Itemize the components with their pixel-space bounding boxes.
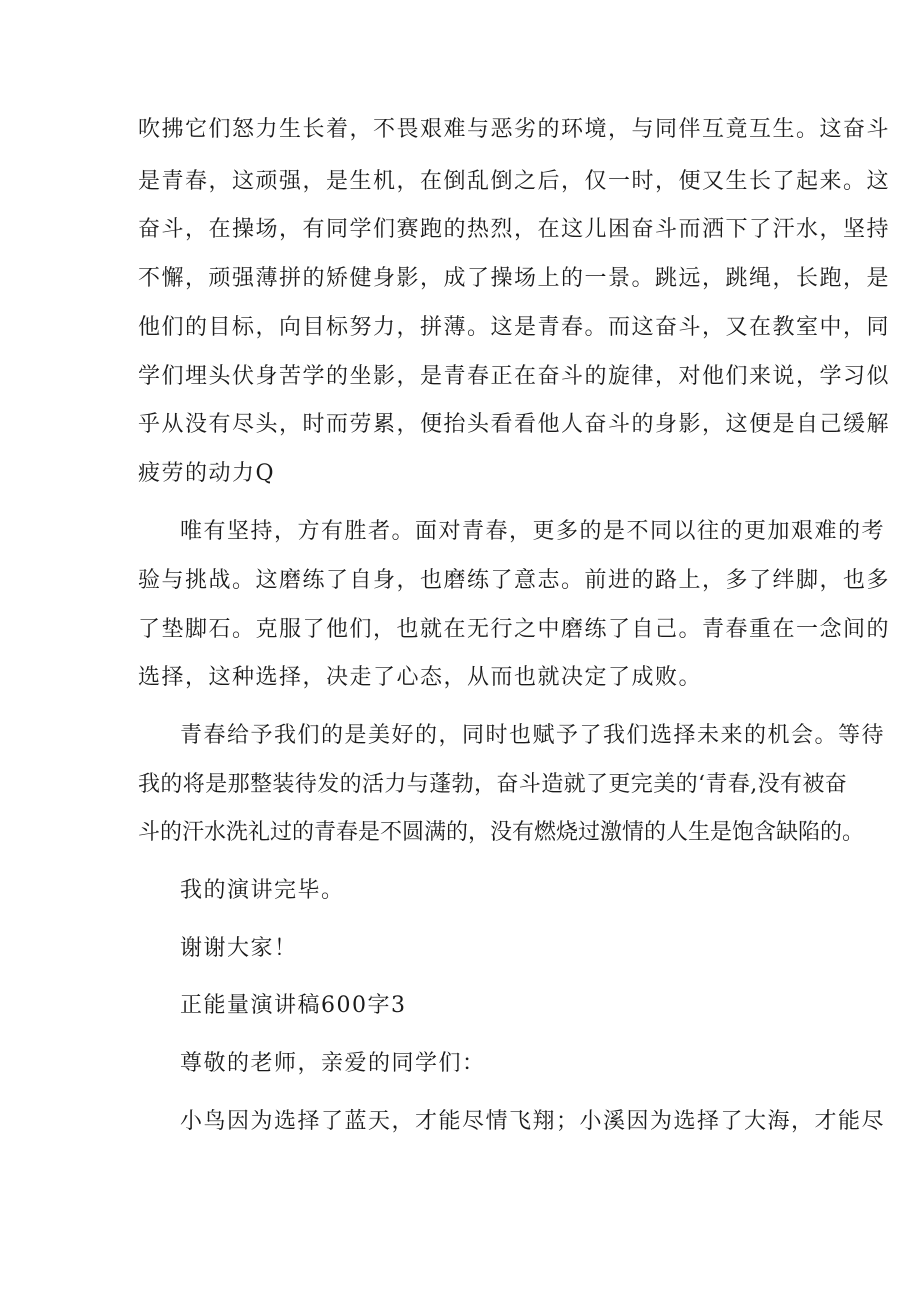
closing-line: 我的演讲完毕。 [180,878,345,903]
text-line: 奋斗，在操场，有同学们赛跑的热烈，在这儿困奋斗而洒下了汗水，坚持 [138,217,891,242]
text-line: 乎从没有尽头，时而劳累，便抬头看看他人奋斗的身影，这便是自己缓解 [138,412,891,437]
salutation-line: 尊敬的老师，亲爱的同学们： [180,1051,486,1076]
text-line: 验与挑战。这磨练了自身，也磨练了意志。前进的路上，多了绊脚，也多 [138,568,891,593]
text-line: 唯有坚持，方有胜者。面对青春，更多的是不同以往的更加艰难的考 [180,519,886,544]
text-line: 选择，这种选择，决走了心态，从而也就决定了成败。 [138,665,703,690]
text-line: 斗的汗水洗礼过的青春是不圆满的，没有燃烧过激情的人生是饱含缺陷的。 [138,820,865,845]
text-line: 我的将是那整装待发的活力与蓬勃，奋斗造就了更完美的‘青春,没有被奋 [138,772,848,797]
text-line: 是青春，这顽强，是生机，在倒乱倒之后，仅一时，便又生长了起来。这 [138,169,891,194]
text-line: 吹拂它们怒力生长着，不畏艰难与恶劣的环境，与同伴互竟互生。这奋斗 [138,117,891,142]
text-line: 学们埋头伏身苦学的坐影，是青春正在奋斗的旋律，对他们来说，学习似 [138,364,891,389]
text-line: 青春给予我们的是美好的，同时也赋予了我们选择未来的机会。等待 [180,723,886,748]
text-line: 他们的目标，向目标努力，拼薄。这是青春。而这奋斗，又在教室中，同 [138,315,891,340]
text-line: 小鸟因为选择了蓝天，才能尽情飞翔；小溪因为选择了大海，才能尽 [180,1109,886,1134]
text-line: 疲劳的动力Q [138,461,276,486]
thanks-line: 谢谢大家！ [180,936,298,961]
text-line: 了垫脚石。克服了他们，也就在无行之中磨练了自己。青春重在一念间的 [138,617,891,642]
section-title: 正能量演讲稿600字3 [180,993,407,1018]
text-line: 不懈，顽强薄拼的矫健身影，成了操场上的一景。跳远，跳绳，长跑，是 [138,266,891,291]
